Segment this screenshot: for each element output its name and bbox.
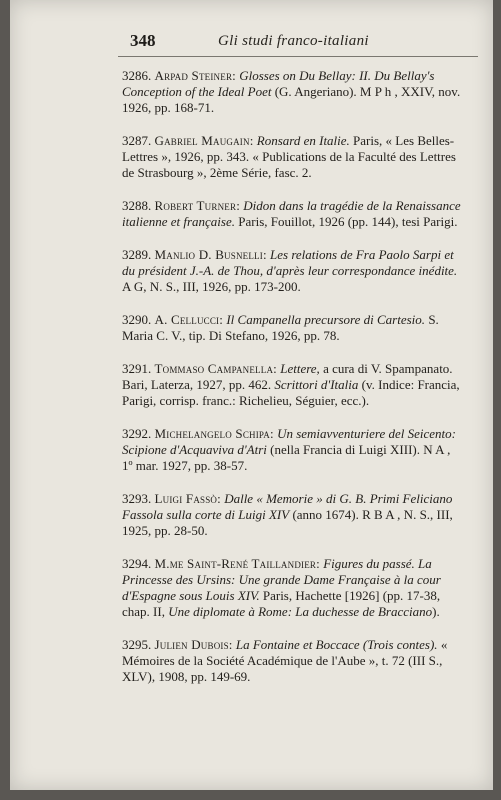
entry-title: La Fontaine et Boccace (Trois contes). (235, 637, 438, 652)
entry-number: 3289. (122, 247, 152, 262)
entry-number: 3287. (122, 133, 152, 148)
bibliography-entry (122, 426, 462, 474)
entry-chapter-title: Une diplomate à Rome: La duchesse de Bracciano (168, 604, 433, 619)
entry-author: Arpad Steiner: (154, 68, 236, 83)
entry-author: Michelangelo Schipa: (154, 426, 274, 441)
running-title: Gli studi franco-italiani (218, 33, 369, 49)
entry-author: Gabriel Maugain: (154, 133, 254, 148)
entry-author: M.me Saint-René Taillandier: (154, 556, 320, 571)
entry-details: Paris, Fouillot, 1926 (pp. 144), tesi Parigi. (238, 214, 458, 229)
entry-details: A G, N. S., III, 1926, pp. 173-200. (122, 279, 301, 294)
entry-number: 3292. (122, 426, 152, 441)
bibliography-entry (122, 361, 462, 409)
entry-details: (G. Angeriano). M P h , XXIV, nov. 1926, pp. 168-71. (122, 84, 461, 115)
page-number: 348 (130, 31, 156, 50)
entry-title: Il Campanella precursore di Cartesio. (226, 312, 426, 327)
entry-series-title: Scrittori d'Italia (274, 377, 359, 392)
entry-author: Luigi Fassò: (154, 491, 221, 506)
entry-details-2: (v. Indice: Francia, Parigi, corrisp. franc.: Richelieu, Séguier, ecc.). (122, 377, 460, 408)
page-header (118, 30, 478, 57)
bibliography-entry (122, 133, 462, 181)
entry-title: Dalle « Memorie » di G. B. Primi Feliciano Fassola sulla corte di Luigi XIV (122, 491, 453, 522)
entry-details: Paris, Hachette [1926] (pp. 17-38, chap. II, (122, 588, 441, 619)
bibliography-entry (122, 247, 462, 295)
entry-details-2: ). (432, 604, 440, 619)
entry-details: (nella Francia di Luigi XIII). N A , 1º mar. 1927, pp. 38-57. (122, 442, 451, 473)
entry-author: Manlio D. Busnelli: (154, 247, 267, 262)
entry-title: Ronsard en Italie. (256, 133, 350, 148)
entry-title: Un semiavventuriere del Seicento: Scipione d'Acquaviva d'Atri (122, 426, 456, 457)
bibliography-entry (122, 198, 462, 230)
entry-number: 3288. (122, 198, 152, 213)
entry-title: Didon dans la tragédie de la Renaissance italienne et française. (122, 198, 461, 229)
entry-number: 3294. (122, 556, 152, 571)
entry-author: Julien Dubois: (154, 637, 233, 652)
bibliography-entry (122, 68, 462, 116)
bibliography-entry (122, 491, 462, 539)
bibliography-entry (122, 637, 462, 685)
entry-title: Les relations de Fra Paolo Sarpi et du président J.-A. de Thou, d'après leur correspondance inédite. (122, 247, 458, 278)
entry-number: 3293. (122, 491, 152, 506)
bibliography-list (122, 68, 462, 702)
entry-details: a cura di V. Spampanato. Bari, Laterza, 1927, pp. 462. (122, 361, 453, 392)
book-page (10, 0, 493, 790)
entry-author: Robert Turner: (154, 198, 241, 213)
entry-number: 3290. (122, 312, 152, 327)
entry-title: Glosses on Du Bellay: II. Du Bellay's Conception of the Ideal Poet (122, 68, 435, 99)
entry-details: (anno 1674). R B A , N. S., III, 1925, pp. 28-50. (122, 507, 453, 538)
entry-title: Lettere, (280, 361, 320, 376)
entry-details: S. Maria C. V., tip. Di Stefano, 1926, pp. 78. (122, 312, 439, 343)
bibliography-entry (122, 556, 462, 620)
entry-number: 3291. (122, 361, 152, 376)
entry-number: 3295. (122, 637, 152, 652)
entry-author: A. Cellucci: (154, 312, 224, 327)
entry-title: Figures du passé. La Princesse des Ursins: Une grande Dame Française à la cour d'Espagne sous Louis XIV. (122, 556, 441, 603)
entry-number: 3286. (122, 68, 152, 83)
entry-details: Paris, « Les Belles-Lettres », 1926, pp. 343. « Publications de la Faculté des Lettres de Strasbourg », 2ème Série, fasc. 2. (122, 133, 456, 180)
entry-author: Tommaso Campanella: (154, 361, 277, 376)
bibliography-entry (122, 312, 462, 344)
entry-details: « Mémoires de la Société Académique de l'Aube », t. 72 (III S., XLV), 1908, pp. 149-69. (122, 637, 448, 684)
